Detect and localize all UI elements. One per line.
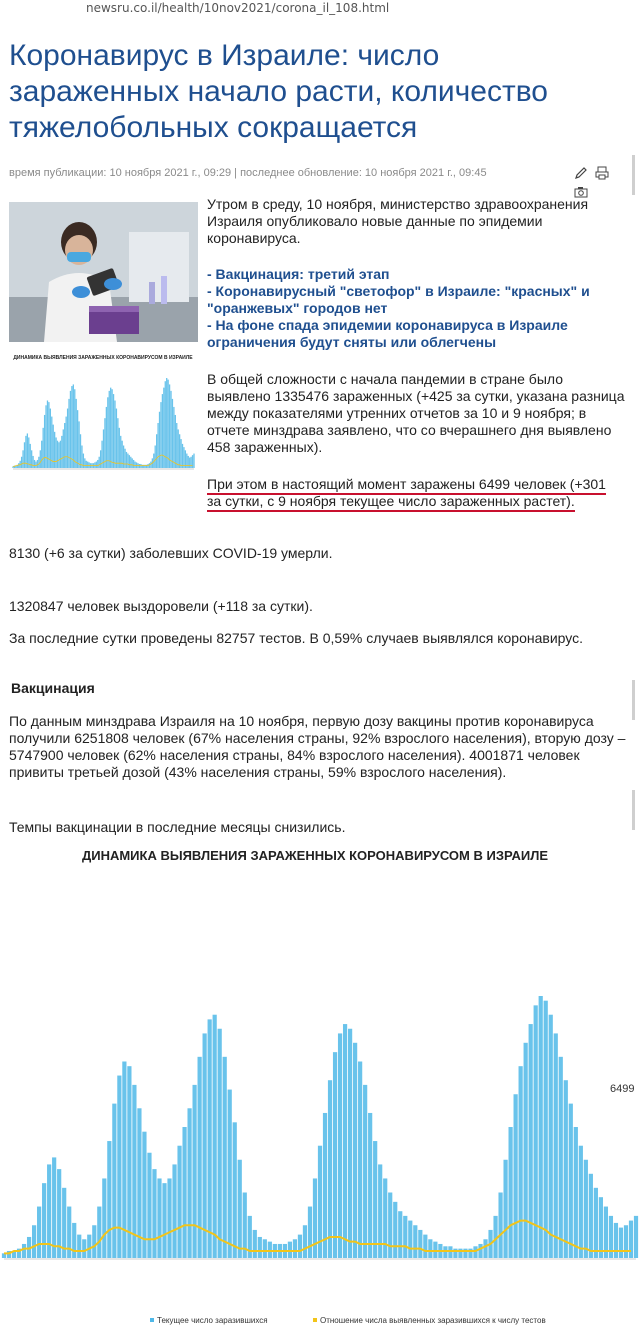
url-text: newsru.co.il/health/10nov2021/corona_il_108.html [86, 1, 390, 15]
thumb-chart-bar-40 [70, 391, 71, 468]
thumb-chart-bar-29 [54, 432, 55, 468]
main-chart-bar-74 [373, 1141, 377, 1258]
main-chart-bar-68 [343, 1024, 347, 1258]
thumb-chart-bar-70 [113, 394, 114, 468]
thumb-chart-bar-7 [22, 450, 23, 468]
thumb-chart-bar-69 [111, 389, 112, 468]
main-chart-bar-41 [208, 1019, 212, 1258]
thumb-chart-bar-43 [74, 389, 75, 468]
thumb-chart-bar-4 [18, 463, 19, 468]
main-chart-bar-25 [127, 1066, 131, 1258]
main-chart-bar-85 [428, 1239, 432, 1258]
thumb-chart-bar-30 [55, 437, 56, 468]
thumb-chart-bar-71 [114, 401, 115, 469]
thumb-chart-bar-114 [176, 423, 177, 468]
main-chart-bar-67 [338, 1033, 342, 1258]
main-chart-bar-53 [268, 1242, 272, 1258]
main-chart-bar-42 [213, 1015, 217, 1258]
thumb-chart-bar-122 [188, 456, 189, 468]
thumb-chart-bar-113 [175, 415, 176, 468]
main-chart-bar-21 [107, 1141, 111, 1258]
main-chart-bar-32 [162, 1183, 166, 1258]
main-chart-bar-109 [549, 1015, 553, 1258]
main-chart-bar-52 [263, 1239, 267, 1258]
page-scroll-markers [628, 140, 640, 840]
article-photo [9, 202, 198, 342]
main-chart-bar-50 [253, 1230, 257, 1258]
main-chart-bar-88 [443, 1246, 447, 1258]
thumb-chart-bar-16 [35, 462, 36, 468]
thumb-chart-bar-52 [87, 462, 88, 468]
thumb-chart-bar-60 [99, 457, 100, 468]
main-chart-bar-80 [403, 1216, 407, 1258]
thumb-chart-bar-35 [63, 429, 64, 468]
main-chart-bar-111 [559, 1057, 563, 1258]
thumbnail-chart [9, 350, 198, 485]
thumb-chart-bar-119 [183, 447, 184, 468]
main-chart-bar-22 [112, 1104, 116, 1258]
thumb-chart-bar-78 [124, 449, 125, 468]
current-cases-paragraph [207, 476, 617, 510]
thumb-chart-bar-110 [170, 391, 171, 468]
main-chart-bar-76 [383, 1178, 387, 1258]
main-chart-bar-44 [223, 1057, 227, 1258]
main-chart-bar-103 [519, 1066, 523, 1258]
thumb-chart-bar-84 [133, 460, 134, 468]
vaccination-tempo-paragraph: Темпы вакцинации в последние месяцы снизились. [9, 819, 346, 835]
thumb-chart-bar-123 [189, 458, 190, 468]
main-chart-bar-69 [348, 1029, 352, 1258]
thumb-chart-bar-31 [57, 441, 58, 468]
thumb-chart-bar-108 [167, 380, 168, 468]
main-chart-bar-35 [177, 1146, 181, 1258]
thumb-chart-bar-107 [166, 378, 167, 468]
main-chart-bar-58 [293, 1239, 297, 1258]
thumb-chart-bar-103 [160, 402, 161, 468]
thumb-chart-bar-37 [66, 417, 67, 468]
thumb-chart-bar-14 [32, 456, 33, 468]
thumb-chart-bar-100 [156, 434, 157, 468]
main-chart-bar-100 [503, 1160, 507, 1258]
thumb-chart-bar-83 [132, 458, 133, 468]
thumb-chart-bar-81 [129, 455, 130, 468]
chart-legend [150, 1316, 546, 1325]
link-traffic-light[interactable]: - Коронавирусный "светофор" в Израиле: "красных" и "оранжевых" городов нет [207, 283, 590, 316]
thumbnail-chart-title: ДИНАМИКА ВЫЯВЛЕНИЯ ЗАРАЖЕННЫХ КОРОНАВИРУСОМ В ИЗРАИЛЕ [13, 355, 193, 361]
legend-label-current: Текущее число заразившихся [157, 1316, 268, 1325]
thumb-chart-bar-77 [123, 446, 124, 469]
thumb-chart-bar-85 [134, 462, 135, 468]
link-vaccination-third-stage[interactable]: - Вакцинация: третий этап [207, 266, 390, 282]
tests-paragraph: За последние сутки проведены 82757 тестов. В 0,59% случаев выявлялся коронавирус. [9, 630, 583, 646]
main-chart-bar-7 [37, 1207, 41, 1258]
main-chart-bar-37 [187, 1108, 191, 1258]
main-chart-bar-112 [564, 1080, 568, 1258]
thumb-chart-bar-65 [106, 407, 107, 468]
main-chart-bar-81 [408, 1221, 412, 1258]
thumb-chart-bar-11 [28, 437, 29, 468]
main-chart-bar-11 [57, 1169, 61, 1258]
main-chart-bar-66 [333, 1052, 337, 1258]
thumb-chart-bar-79 [126, 452, 127, 468]
link-restrictions[interactable]: - На фоне спада эпидемии коронавируса в Израиле ограничения будут сняты или облегчены [207, 317, 568, 350]
thumb-chart-bar-72 [116, 409, 117, 468]
main-chart-svg [0, 840, 640, 1329]
main-chart-bar-78 [393, 1202, 397, 1258]
main-chart-bar-116 [584, 1160, 588, 1258]
address-bar[interactable] [0, 0, 640, 20]
main-chart-bar-126 [634, 1216, 638, 1258]
main-chart-bar-47 [238, 1160, 242, 1258]
print-icon[interactable] [595, 166, 609, 185]
thumb-chart-bar-125 [192, 455, 193, 468]
thumb-chart-bar-102 [159, 412, 160, 468]
thumb-chart-bar-74 [119, 428, 120, 468]
main-chart-bar-71 [358, 1062, 362, 1259]
legend-swatch-ratio [313, 1318, 317, 1322]
section-heading-vaccination: Вакцинация [11, 680, 95, 696]
main-chart-bar-70 [353, 1043, 357, 1258]
main-chart-bar-19 [97, 1207, 101, 1258]
thumb-chart-bar-104 [162, 394, 163, 468]
main-chart-bar-117 [589, 1174, 593, 1258]
thumb-chart-bar-26 [50, 409, 51, 468]
main-chart-bar-72 [363, 1085, 367, 1258]
current-cases-text: При этом в настоящий момент заражены 6499 человек (+301 за сутки, с 9 ноября текущее число зараженных растет). [207, 476, 606, 512]
main-chart-bar-123 [619, 1228, 623, 1258]
thumb-chart-bar-111 [172, 399, 173, 468]
vaccination-paragraph: По данным минздрава Израиля на 10 ноября, первую дозу вакцины против коронавируса получили 6251808 человек (67% населения страны, 92% взрослого населения), вторую дозу – 5747900 человек (62% населения страны, 84% взрослого населения). 4001871 человек привиты третьей дозой (43% населения страны, 59% взрослого населения). [9, 713, 626, 780]
main-chart-bar-18 [92, 1225, 96, 1258]
thumb-chart-bar-6 [21, 457, 22, 468]
main-chart-bar-83 [418, 1230, 422, 1258]
main-chart-bar-101 [509, 1127, 513, 1258]
thumb-chart-bar-33 [60, 441, 61, 468]
main-chart-bar-31 [157, 1178, 161, 1258]
thumb-chart-bar-67 [109, 391, 110, 468]
total-cases-paragraph: В общей сложности с начала пандемии в стране было выявлено 1335476 зараженных (+425 за сутки, указана разница между показателями утренних отчетов за 10 и 9 ноября; в отчете минздрава заявлено, что со вчерашнего дня выявлено 458 зараженных). [207, 371, 625, 455]
main-chart-bar-4 [22, 1244, 26, 1258]
thumb-chart-bar-38 [67, 409, 68, 468]
thumb-chart-bar-32 [58, 442, 59, 468]
thumb-chart-bar-18 [38, 457, 39, 468]
thumb-chart-bar-96 [150, 462, 151, 468]
main-chart-bar-57 [288, 1242, 292, 1258]
main-chart-bar-79 [398, 1211, 402, 1258]
thumb-chart-bar-8 [24, 442, 25, 468]
thumb-chart-bar-116 [179, 434, 180, 468]
recovered-paragraph: 1320847 человек выздоровели (+118 за сутки). [9, 598, 313, 614]
thumb-chart-bar-25 [48, 402, 49, 468]
main-chart-bar-43 [218, 1029, 222, 1258]
main-chart-bar-113 [569, 1104, 573, 1258]
main-chart-bar-26 [132, 1085, 136, 1258]
thumb-chart-bar-126 [193, 454, 194, 468]
main-chart-bar-125 [629, 1221, 633, 1258]
main-chart-bar-114 [574, 1127, 578, 1258]
main-chart-bar-115 [579, 1146, 583, 1258]
main-chart-bar-86 [433, 1242, 437, 1258]
main-chart-bar-118 [594, 1188, 598, 1258]
main-chart-bar-30 [152, 1169, 156, 1258]
thumb-chart-bar-106 [165, 381, 166, 468]
main-chart-bar-89 [448, 1246, 452, 1258]
publication-meta: время публикации: 10 ноября 2021 г., 09:29 | последнее обновление: 10 ноября 2021 г., 09:45 [9, 167, 487, 179]
thumb-chart-bar-109 [169, 384, 170, 468]
thumb-chart-bar-118 [182, 444, 183, 468]
thumb-chart-bar-124 [190, 457, 191, 468]
deaths-paragraph: 8130 (+6 за сутки) заболевших COVID-19 умерли. [9, 545, 333, 561]
main-chart-bar-59 [298, 1235, 302, 1258]
thumb-chart-bar-50 [84, 458, 85, 468]
thumb-chart-bar-59 [97, 460, 98, 468]
intro-paragraph: Утром в среду, 10 ноября, министерство здравоохранения Израиля опубликовало новые данные по эпидемии коронавируса. [207, 196, 589, 246]
thumb-chart-bar-117 [180, 439, 181, 468]
thumb-chart-bar-47 [80, 434, 81, 468]
main-chart-bar-60 [303, 1225, 307, 1258]
main-chart-bar-40 [203, 1033, 207, 1258]
main-chart-bar-108 [544, 1001, 548, 1258]
main-chart-bar-46 [233, 1122, 237, 1258]
main-chart-bar-119 [599, 1197, 603, 1258]
legend-label-ratio: Отношение числа выявленных заразившихся к числу тестов [320, 1316, 546, 1325]
main-chart-bar-124 [624, 1225, 628, 1258]
chart-title: ДИНАМИКА ВЫЯВЛЕНИЯ ЗАРАЖЕННЫХ КОРОНАВИРУСОМ В ИЗРАИЛЕ [81, 848, 549, 863]
thumb-chart-bar-15 [34, 460, 35, 468]
main-chart-bar-84 [423, 1235, 427, 1258]
thumb-chart-bar-46 [78, 421, 79, 468]
main-chart-bar-23 [117, 1076, 121, 1258]
main-chart-bar-29 [147, 1153, 151, 1258]
thumbnail-chart-svg [9, 350, 198, 485]
main-chart-bar-17 [87, 1235, 91, 1258]
thumb-chart-bar-36 [64, 423, 65, 468]
main-chart-bar-14 [72, 1223, 76, 1258]
main-chart-bar-6 [32, 1225, 36, 1258]
thumb-chart-bar-44 [76, 399, 77, 468]
main-chart-bar-110 [554, 1033, 558, 1258]
main-chart-bar-73 [368, 1113, 372, 1258]
main-chart-bar-10 [52, 1157, 56, 1258]
thumb-chart-bar-22 [44, 415, 45, 468]
thumb-chart-bar-115 [178, 429, 179, 468]
main-chart-bar-104 [524, 1043, 528, 1258]
thumb-chart-bar-23 [45, 405, 46, 468]
main-chart-bar-106 [534, 1005, 538, 1258]
main-chart-bar-38 [193, 1085, 197, 1258]
thumb-chart-bar-42 [73, 384, 74, 468]
thumb-chart-bar-20 [41, 441, 42, 468]
thumb-chart-bar-99 [155, 446, 156, 469]
thumb-chart-bar-80 [127, 454, 128, 468]
main-chart-bar-34 [172, 1164, 176, 1258]
main-chart-bar-8 [42, 1183, 46, 1258]
thumb-chart-bar-101 [157, 423, 158, 468]
main-chart-bar-77 [388, 1193, 392, 1259]
main-chart-bar-95 [478, 1244, 482, 1258]
thumb-chart-bar-61 [100, 450, 101, 468]
thumb-chart-bar-66 [107, 397, 108, 468]
thumb-chart-bar-68 [110, 388, 111, 468]
related-links [207, 266, 627, 351]
main-chart-bar-64 [323, 1113, 327, 1258]
thumb-chart-bar-62 [101, 441, 102, 468]
chart-annotation-current: 6499 [610, 1083, 635, 1095]
pencil-icon[interactable] [574, 166, 588, 185]
article-title: Коронавирус в Израиле: число зараженных начало расти, количество тяжелобольных сокращается [9, 39, 548, 144]
main-chart [0, 840, 640, 1329]
thumb-chart-bar-58 [96, 462, 97, 468]
main-chart-bar-82 [413, 1225, 417, 1258]
thumb-chart-bar-95 [149, 463, 150, 468]
thumb-chart-bar-17 [37, 460, 38, 468]
main-chart-bar-94 [473, 1246, 477, 1258]
main-chart-bar-15 [77, 1235, 81, 1258]
thumb-chart-bar-64 [104, 418, 105, 468]
article-tools [574, 166, 630, 182]
thumb-chart-bar-82 [130, 457, 131, 468]
thumb-chart-bar-34 [61, 436, 62, 468]
thumb-chart-bar-112 [173, 407, 174, 468]
thumb-chart-bar-76 [122, 441, 123, 468]
main-chart-bar-96 [483, 1239, 487, 1258]
thumb-chart-bar-19 [40, 450, 41, 468]
thumb-chart-bar-21 [43, 428, 44, 468]
main-chart-bar-99 [498, 1193, 502, 1259]
main-chart-bar-107 [539, 996, 543, 1258]
main-chart-bar-16 [82, 1239, 86, 1258]
thumb-chart-bar-51 [86, 461, 87, 468]
main-chart-bar-122 [614, 1223, 618, 1258]
main-chart-bar-20 [102, 1178, 106, 1258]
main-chart-bar-102 [514, 1094, 518, 1258]
thumb-chart-bar-45 [77, 410, 78, 468]
main-chart-bar-45 [228, 1090, 232, 1258]
main-chart-bar-61 [308, 1207, 312, 1258]
thumb-chart-bar-10 [27, 433, 28, 468]
thumb-chart-bar-73 [117, 418, 118, 468]
main-chart-bar-36 [182, 1127, 186, 1258]
main-chart-bar-65 [328, 1080, 332, 1258]
main-chart-bar-51 [258, 1237, 262, 1258]
legend-swatch-current [150, 1318, 154, 1322]
main-chart-bar-33 [167, 1178, 171, 1258]
main-chart-bar-62 [313, 1178, 317, 1258]
thumb-chart-bar-41 [71, 386, 72, 468]
